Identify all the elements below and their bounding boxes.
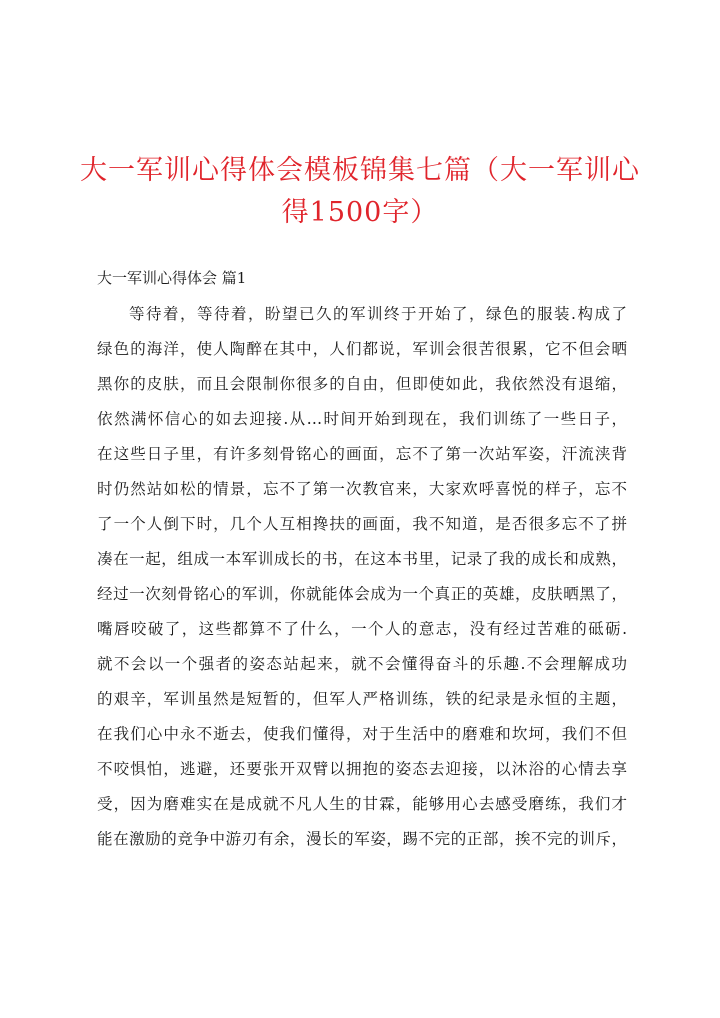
body-line: 黑你的皮肤，而且会限制你很多的自由，但即使如此，我依然没有退缩， (97, 375, 627, 393)
body-line: 的艰辛，军训虽然是短暂的，但军人严格训练，铁的纪录是永恒的主题， (97, 690, 627, 708)
body-line: 在这些日子里，有许多刻骨铭心的画面，忘不了第一次站军姿，汗流浃背 (97, 445, 627, 463)
body-line: 受，因为磨难实在是成就不凡人生的甘霖，能够用心去感受磨练，我们才 (97, 795, 627, 813)
body-line: 不咬惧怕，逃避，还要张开双臂以拥抱的姿态去迎接，以沐浴的心情去享 (97, 760, 627, 778)
body-line: 能在激励的竞争中游刃有余，漫长的军姿，踢不完的正部，挨不完的训斥， (97, 830, 627, 848)
body-line: 依然满怀信心的如去迎接.从…时间开始到现在，我们训练了一些日子， (97, 410, 627, 428)
document-title-line-1: 大一军训心得体会模板锦集七篇（大一军训心 (80, 155, 640, 186)
body-line: 嘴唇咬破了，这些都算不了什么，一个人的意志，没有经过苦难的砥砺. (97, 620, 627, 638)
body-line: 时仍然站如松的情景，忘不了第一次教官来，大家欢呼喜悦的样子，忘不 (97, 480, 627, 498)
document-title-line-2: 得1500字） (281, 197, 439, 228)
body-line: 经过一次刻骨铭心的军训，你就能体会成为一个真正的英雄，皮肤晒黑了， (97, 585, 627, 603)
body-line: 凑在一起，组成一本军训成长的书，在这本书里，记录了我的成长和成熟， (97, 550, 627, 568)
body-paragraph (97, 297, 627, 857)
body-line: 等待着，等待着，盼望已久的军训终于开始了，绿色的服装.构成了 (129, 305, 627, 323)
body-line: 了一个人倒下时，几个人互相搀扶的画面，我不知道，是否很多忘不了拼 (97, 515, 627, 533)
section-heading: 大一军训心得体会 篇1 (97, 269, 247, 287)
body-line: 绿色的海洋，使人陶醉在其中，人们都说，军训会很苦很累，它不但会晒 (97, 340, 627, 358)
body-line: 在我们心中永不逝去，使我们懂得，对于生活中的磨难和坎坷，我们不但 (97, 725, 627, 743)
document-title (80, 150, 640, 234)
body-line: 就不会以一个强者的姿态站起来，就不会懂得奋斗的乐趣.不会理解成功 (97, 655, 627, 673)
